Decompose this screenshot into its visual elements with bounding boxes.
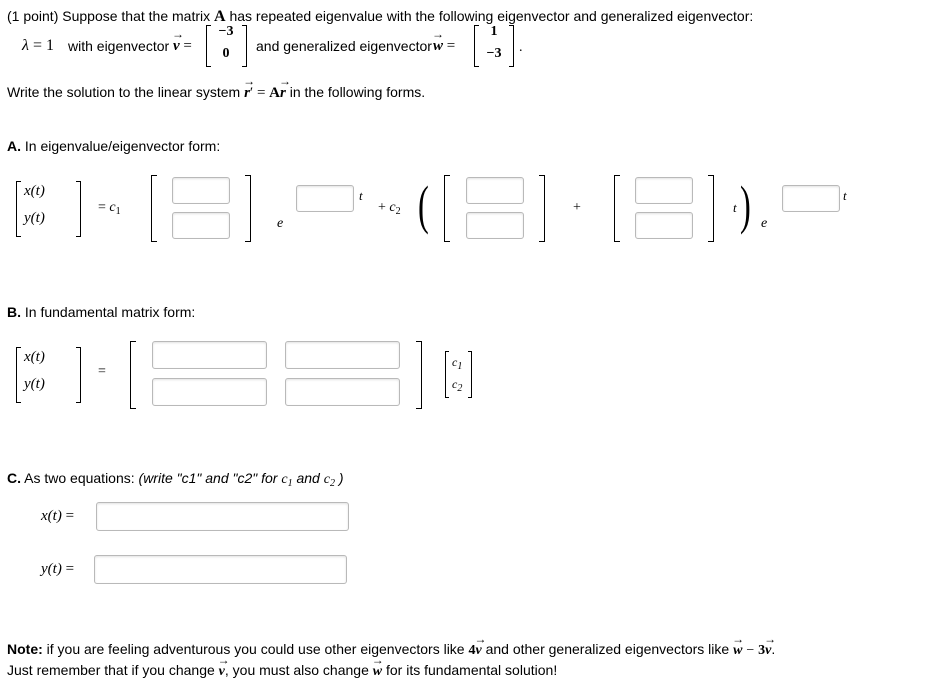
w-vector-symbol: → w = <box>433 38 455 55</box>
w-bottom-value: −3 <box>486 46 502 61</box>
a-v-right-bracket <box>245 175 251 242</box>
b-c1: $c_1$ <box>452 355 463 372</box>
a-plus-inner: + <box>573 200 581 215</box>
note-text-1: if you are feeling adventurous you could use other eigenvectors like <box>46 641 465 657</box>
a-equals-c1: = $c_1$ <box>98 200 121 217</box>
b-matrix-right-bracket <box>416 341 422 409</box>
a-a-right-bracket <box>539 175 545 242</box>
w-right-bracket <box>509 25 514 67</box>
problem-statement <box>7 8 753 26</box>
a-t-1: t <box>359 188 363 203</box>
a-e-1: e <box>277 216 284 231</box>
note-text-2: and other generalized eigenvectors like <box>485 641 730 657</box>
a-plus-c2: + $c_2$ <box>378 200 401 217</box>
a-xy-left-bracket <box>16 181 21 237</box>
section-c-hint: (write "c1" and "c2" for $c_1$ and $c_2$ ) <box>138 470 344 489</box>
a-v1-input[interactable] <box>172 177 230 204</box>
a-b1-input[interactable] <box>635 177 693 204</box>
section-c-heading <box>7 470 344 489</box>
a-a1-input[interactable] <box>466 177 524 204</box>
b-m11-input[interactable] <box>152 341 267 369</box>
a-b-right-bracket <box>708 175 714 242</box>
section-a-title: In eigenvalue/eigenvector form: <box>24 138 221 154</box>
b-xy-left-bracket <box>16 347 21 403</box>
note-line-1: Note: if you are feeling adventurous you could use other eigenvectors like 4→ v and other generalized eigenvectors like → w − 3→ v. <box>7 641 775 659</box>
a-xy-right-bracket <box>76 181 81 237</box>
b-m22-input[interactable] <box>285 378 400 406</box>
a-b2-input[interactable] <box>635 212 693 239</box>
c-x-label: x(t) = <box>41 508 75 524</box>
section-a-heading <box>7 138 220 154</box>
a-b-left-bracket <box>614 175 620 242</box>
note-label: Note: <box>7 641 43 657</box>
b-m21-input[interactable] <box>152 378 267 406</box>
a-x-of-t: x(t) <box>24 183 45 199</box>
a-t-2: t <box>733 200 737 215</box>
v-right-bracket <box>242 25 247 67</box>
section-a-letter: A. <box>7 138 21 154</box>
v-top-value: −3 <box>218 24 234 39</box>
a-v2-input[interactable] <box>172 212 230 239</box>
a-a-left-bracket <box>444 175 450 242</box>
c-y-input[interactable] <box>94 555 347 584</box>
r-prime-symbol: → r′ = A→ r <box>244 85 286 101</box>
b-matrix-left-bracket <box>130 341 136 409</box>
write-solution-line <box>7 84 425 102</box>
with-eigenvector-text: with eigenvector <box>68 38 170 54</box>
intro-rest-text: has repeated eigenvalue with the following eigenvector and generalized eigenvector: <box>229 8 754 24</box>
b-c2: $c_2$ <box>452 377 463 394</box>
section-c-letter: C. <box>7 470 21 486</box>
period: . <box>519 40 523 55</box>
intro-text: Suppose that the matrix <box>62 8 211 24</box>
a-exp2-input[interactable] <box>782 185 840 212</box>
points-label: (1 point) <box>7 8 59 24</box>
note-line-2: Just remember that if you change → v, you must also change → w for its fundamental solution! <box>7 662 557 680</box>
eigenvalue-equation: λ = 1 <box>22 37 54 54</box>
c-x-input[interactable] <box>96 502 349 531</box>
b-m12-input[interactable] <box>285 341 400 369</box>
b-c-left-bracket <box>445 351 449 398</box>
in-forms-text: in the following forms. <box>289 84 426 100</box>
matrix-symbol: A <box>214 8 226 25</box>
a-v-left-bracket <box>151 175 157 242</box>
section-b-title: In fundamental matrix form: <box>24 304 196 320</box>
w-left-bracket <box>474 25 479 67</box>
a-exp1-input[interactable] <box>296 185 354 212</box>
a-right-paren: ) <box>740 175 751 235</box>
b-c-right-bracket <box>468 351 472 398</box>
and-generalized-text: and generalized eigenvector <box>256 38 432 54</box>
section-b-letter: B. <box>7 304 21 320</box>
section-b-heading <box>7 304 195 320</box>
lambda-value: 1 <box>45 37 54 54</box>
section-c-title: As two equations: <box>24 470 135 486</box>
b-x-of-t: x(t) <box>24 349 45 365</box>
v-vector-symbol: → v = <box>173 38 192 55</box>
a-t-3: t <box>843 188 847 203</box>
write-solution-text: Write the solution to the linear system <box>7 84 241 100</box>
v-left-bracket <box>206 25 211 67</box>
a-y-of-t: y(t) <box>24 210 45 226</box>
lambda-symbol: λ <box>22 37 29 54</box>
b-xy-right-bracket <box>76 347 81 403</box>
w-top-value: 1 <box>490 24 498 39</box>
a-a2-input[interactable] <box>466 212 524 239</box>
b-y-of-t: y(t) <box>24 376 45 392</box>
a-e-2: e <box>761 216 768 231</box>
b-equals: = <box>98 364 106 379</box>
v-bottom-value: 0 <box>222 46 230 61</box>
a-left-paren: ( <box>418 175 429 235</box>
c-y-label: y(t) = <box>41 561 75 577</box>
